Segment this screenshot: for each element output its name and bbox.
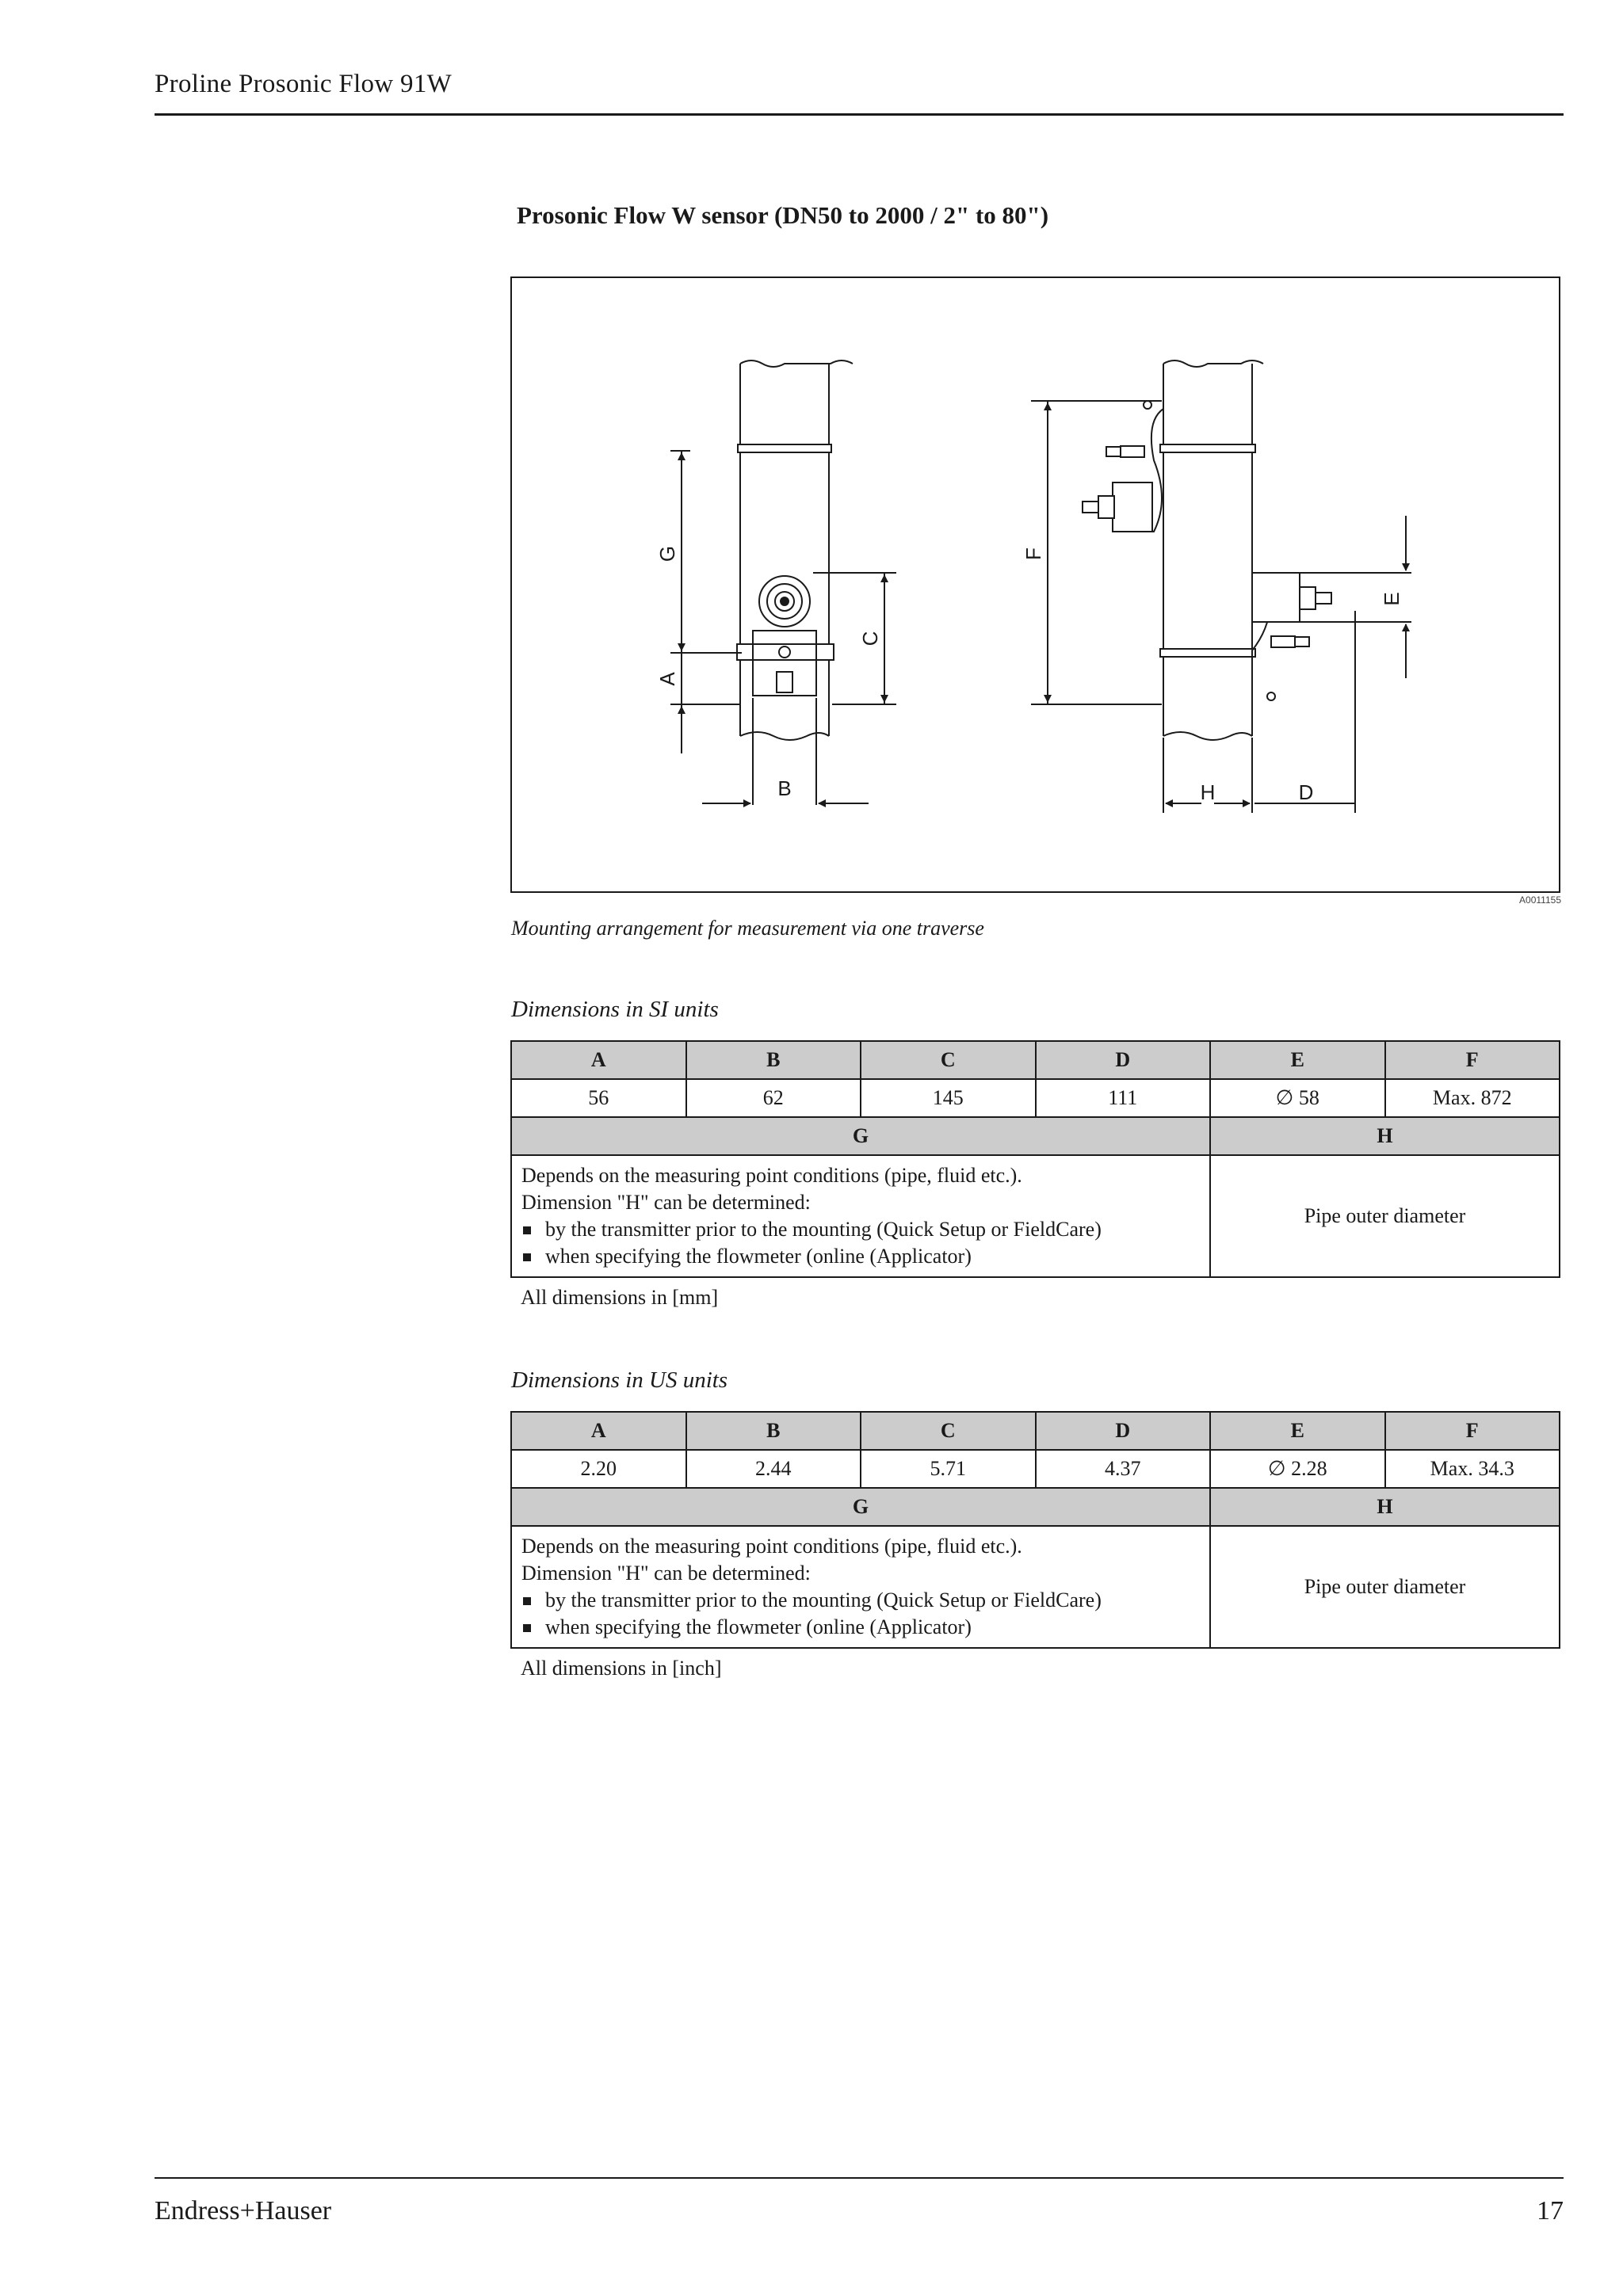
table-header-row xyxy=(511,1117,1560,1155)
h-description: Pipe outer diameter xyxy=(1210,1155,1560,1277)
us-dimensions-table xyxy=(510,1411,1560,1649)
label-d: D xyxy=(1298,780,1314,804)
value-cell: 2.20 xyxy=(511,1450,686,1488)
label-g: G xyxy=(655,545,679,563)
table-row xyxy=(511,1079,1560,1117)
header-cell: A xyxy=(511,1412,686,1450)
label-f: F xyxy=(1022,547,1045,560)
footer-company: Endress+Hauser xyxy=(155,2196,332,2225)
header-cell: E xyxy=(1210,1041,1385,1079)
si-note: All dimensions in [mm] xyxy=(521,1286,719,1309)
label-h: H xyxy=(1200,780,1216,804)
us-note: All dimensions in [inch] xyxy=(521,1657,722,1680)
table-header-row xyxy=(511,1412,1560,1450)
page-header-title: Proline Prosonic Flow 91W xyxy=(155,70,453,98)
label-e: E xyxy=(1380,592,1403,606)
si-heading: Dimensions in SI units xyxy=(511,997,719,1022)
g-line-1: Depends on the measuring point conditions (pipe, fluid etc.). xyxy=(521,1164,1022,1187)
list-item: when specifying the flowmeter (online (Applicator) xyxy=(521,1614,1200,1641)
value-cell: ∅ 2.28 xyxy=(1210,1450,1385,1488)
value-cell: Max. 34.3 xyxy=(1385,1450,1560,1488)
header-cell: A xyxy=(511,1041,686,1079)
value-cell: ∅ 58 xyxy=(1210,1079,1385,1117)
g-header: G xyxy=(511,1488,1210,1526)
g-bullet-list xyxy=(521,1216,1200,1270)
value-cell: 5.71 xyxy=(861,1450,1036,1488)
section-title: Prosonic Flow W sensor (DN50 to 2000 / 2" to 80") xyxy=(517,201,1049,229)
table-row xyxy=(511,1450,1560,1488)
list-item: by the transmitter prior to the mounting (Quick Setup or FieldCare) xyxy=(521,1216,1200,1243)
figure-id: A0011155 xyxy=(1519,894,1561,906)
table-row xyxy=(511,1526,1560,1648)
header-rule xyxy=(155,113,1564,116)
h-header: H xyxy=(1210,1117,1560,1155)
header-cell: D xyxy=(1036,1412,1211,1450)
g-line-1: Depends on the measuring point conditions (pipe, fluid etc.). xyxy=(521,1535,1022,1558)
value-cell: 62 xyxy=(686,1079,861,1117)
table-header-row xyxy=(511,1488,1560,1526)
value-cell: 2.44 xyxy=(686,1450,861,1488)
g-line-2: Dimension "H" can be determined: xyxy=(521,1191,811,1214)
header-cell: F xyxy=(1385,1041,1560,1079)
label-b: B xyxy=(777,776,792,800)
label-a: A xyxy=(655,672,679,686)
page-number: 17 xyxy=(1537,2196,1564,2225)
label-c: C xyxy=(858,631,882,646)
g-line-2: Dimension "H" can be determined: xyxy=(521,1562,811,1585)
value-cell: 111 xyxy=(1036,1079,1211,1117)
value-cell: 56 xyxy=(511,1079,686,1117)
footer-rule xyxy=(155,2177,1564,2179)
g-header: G xyxy=(511,1117,1210,1155)
header-cell: C xyxy=(861,1412,1036,1450)
g-description xyxy=(511,1155,1210,1277)
header-cell: B xyxy=(686,1041,861,1079)
us-heading: Dimensions in US units xyxy=(511,1367,728,1393)
dimension-drawing xyxy=(510,277,1560,893)
h-description: Pipe outer diameter xyxy=(1210,1526,1560,1648)
sensor-drawing-svg xyxy=(512,278,1562,894)
list-item: by the transmitter prior to the mounting (Quick Setup or FieldCare) xyxy=(521,1587,1200,1614)
header-cell: B xyxy=(686,1412,861,1450)
header-cell: C xyxy=(861,1041,1036,1079)
table-row xyxy=(511,1155,1560,1277)
g-bullet-list xyxy=(521,1587,1200,1641)
value-cell: 145 xyxy=(861,1079,1036,1117)
header-cell: D xyxy=(1036,1041,1211,1079)
table-header-row xyxy=(511,1041,1560,1079)
header-cell: F xyxy=(1385,1412,1560,1450)
si-dimensions-table xyxy=(510,1040,1560,1278)
header-cell: E xyxy=(1210,1412,1385,1450)
list-item: when specifying the flowmeter (online (Applicator) xyxy=(521,1243,1200,1270)
figure-caption: Mounting arrangement for measurement via one traverse xyxy=(511,917,984,940)
value-cell: Max. 872 xyxy=(1385,1079,1560,1117)
g-description xyxy=(511,1526,1210,1648)
value-cell: 4.37 xyxy=(1036,1450,1211,1488)
h-header: H xyxy=(1210,1488,1560,1526)
